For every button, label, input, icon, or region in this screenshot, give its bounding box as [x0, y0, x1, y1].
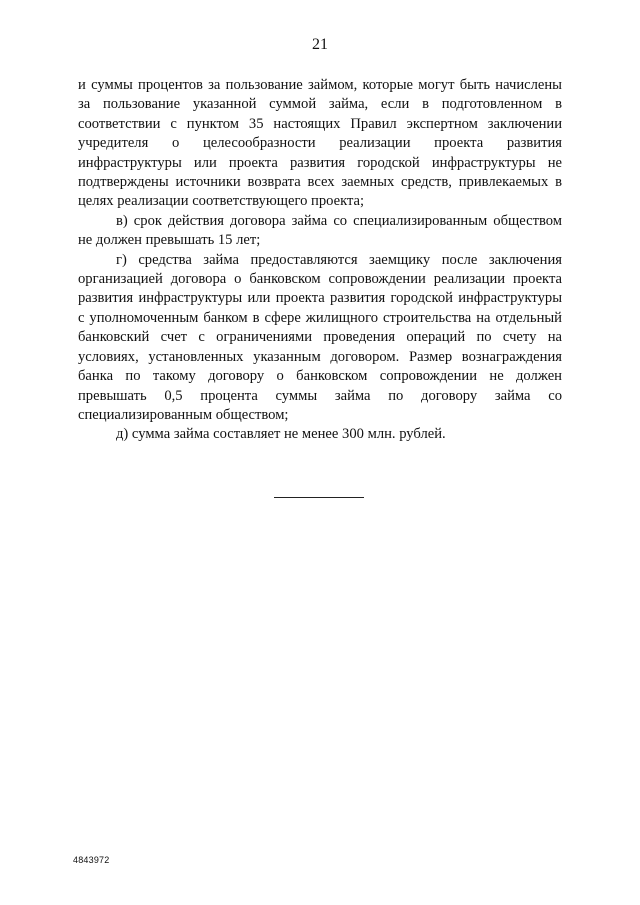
paragraph-item-v: в) срок действия договора займа со специализированным обществом не должен превышать 15 лет;	[78, 212, 562, 249]
paragraph-item-d: д) сумма займа составляет не менее 300 млн. рублей.	[116, 426, 446, 443]
document-code: 4843972	[73, 855, 110, 865]
paragraph-continuation: и суммы процентов за пользование займом, которые могут быть начислены за пользование указанной суммой займа, если в подготовленном в соответствии с пунктом 35 настоящих Правил экспертном заключении учредителя о целесообразности реализации проекта развития инфраструктуры или проекта развития городской инфраструктуры не подтверждены источники возврата всех заемных средств, привлекаемых в целях реализации соответствующего проекта;	[78, 77, 562, 210]
document-body	[78, 76, 562, 445]
end-of-text-rule	[274, 497, 364, 498]
paragraph-item-g: г) средства займа предоставляются заемщику после заключения организацией договора о банковском сопровождении реализации проекта развития инфраструктуры или проекта развития городской инфраструктуры с уполномоченным банком в сфере жилищного строительства на отдельный банковский счет с ограничениями проведения операций по счету на условиях, установленных указанным договором. Размер вознаграждения банка по такому договору о банковском сопровождении не должен превышать 0,5 процента суммы займа по договору займа со специализированным обществом;	[78, 251, 562, 423]
page-number: 21	[312, 36, 328, 53]
